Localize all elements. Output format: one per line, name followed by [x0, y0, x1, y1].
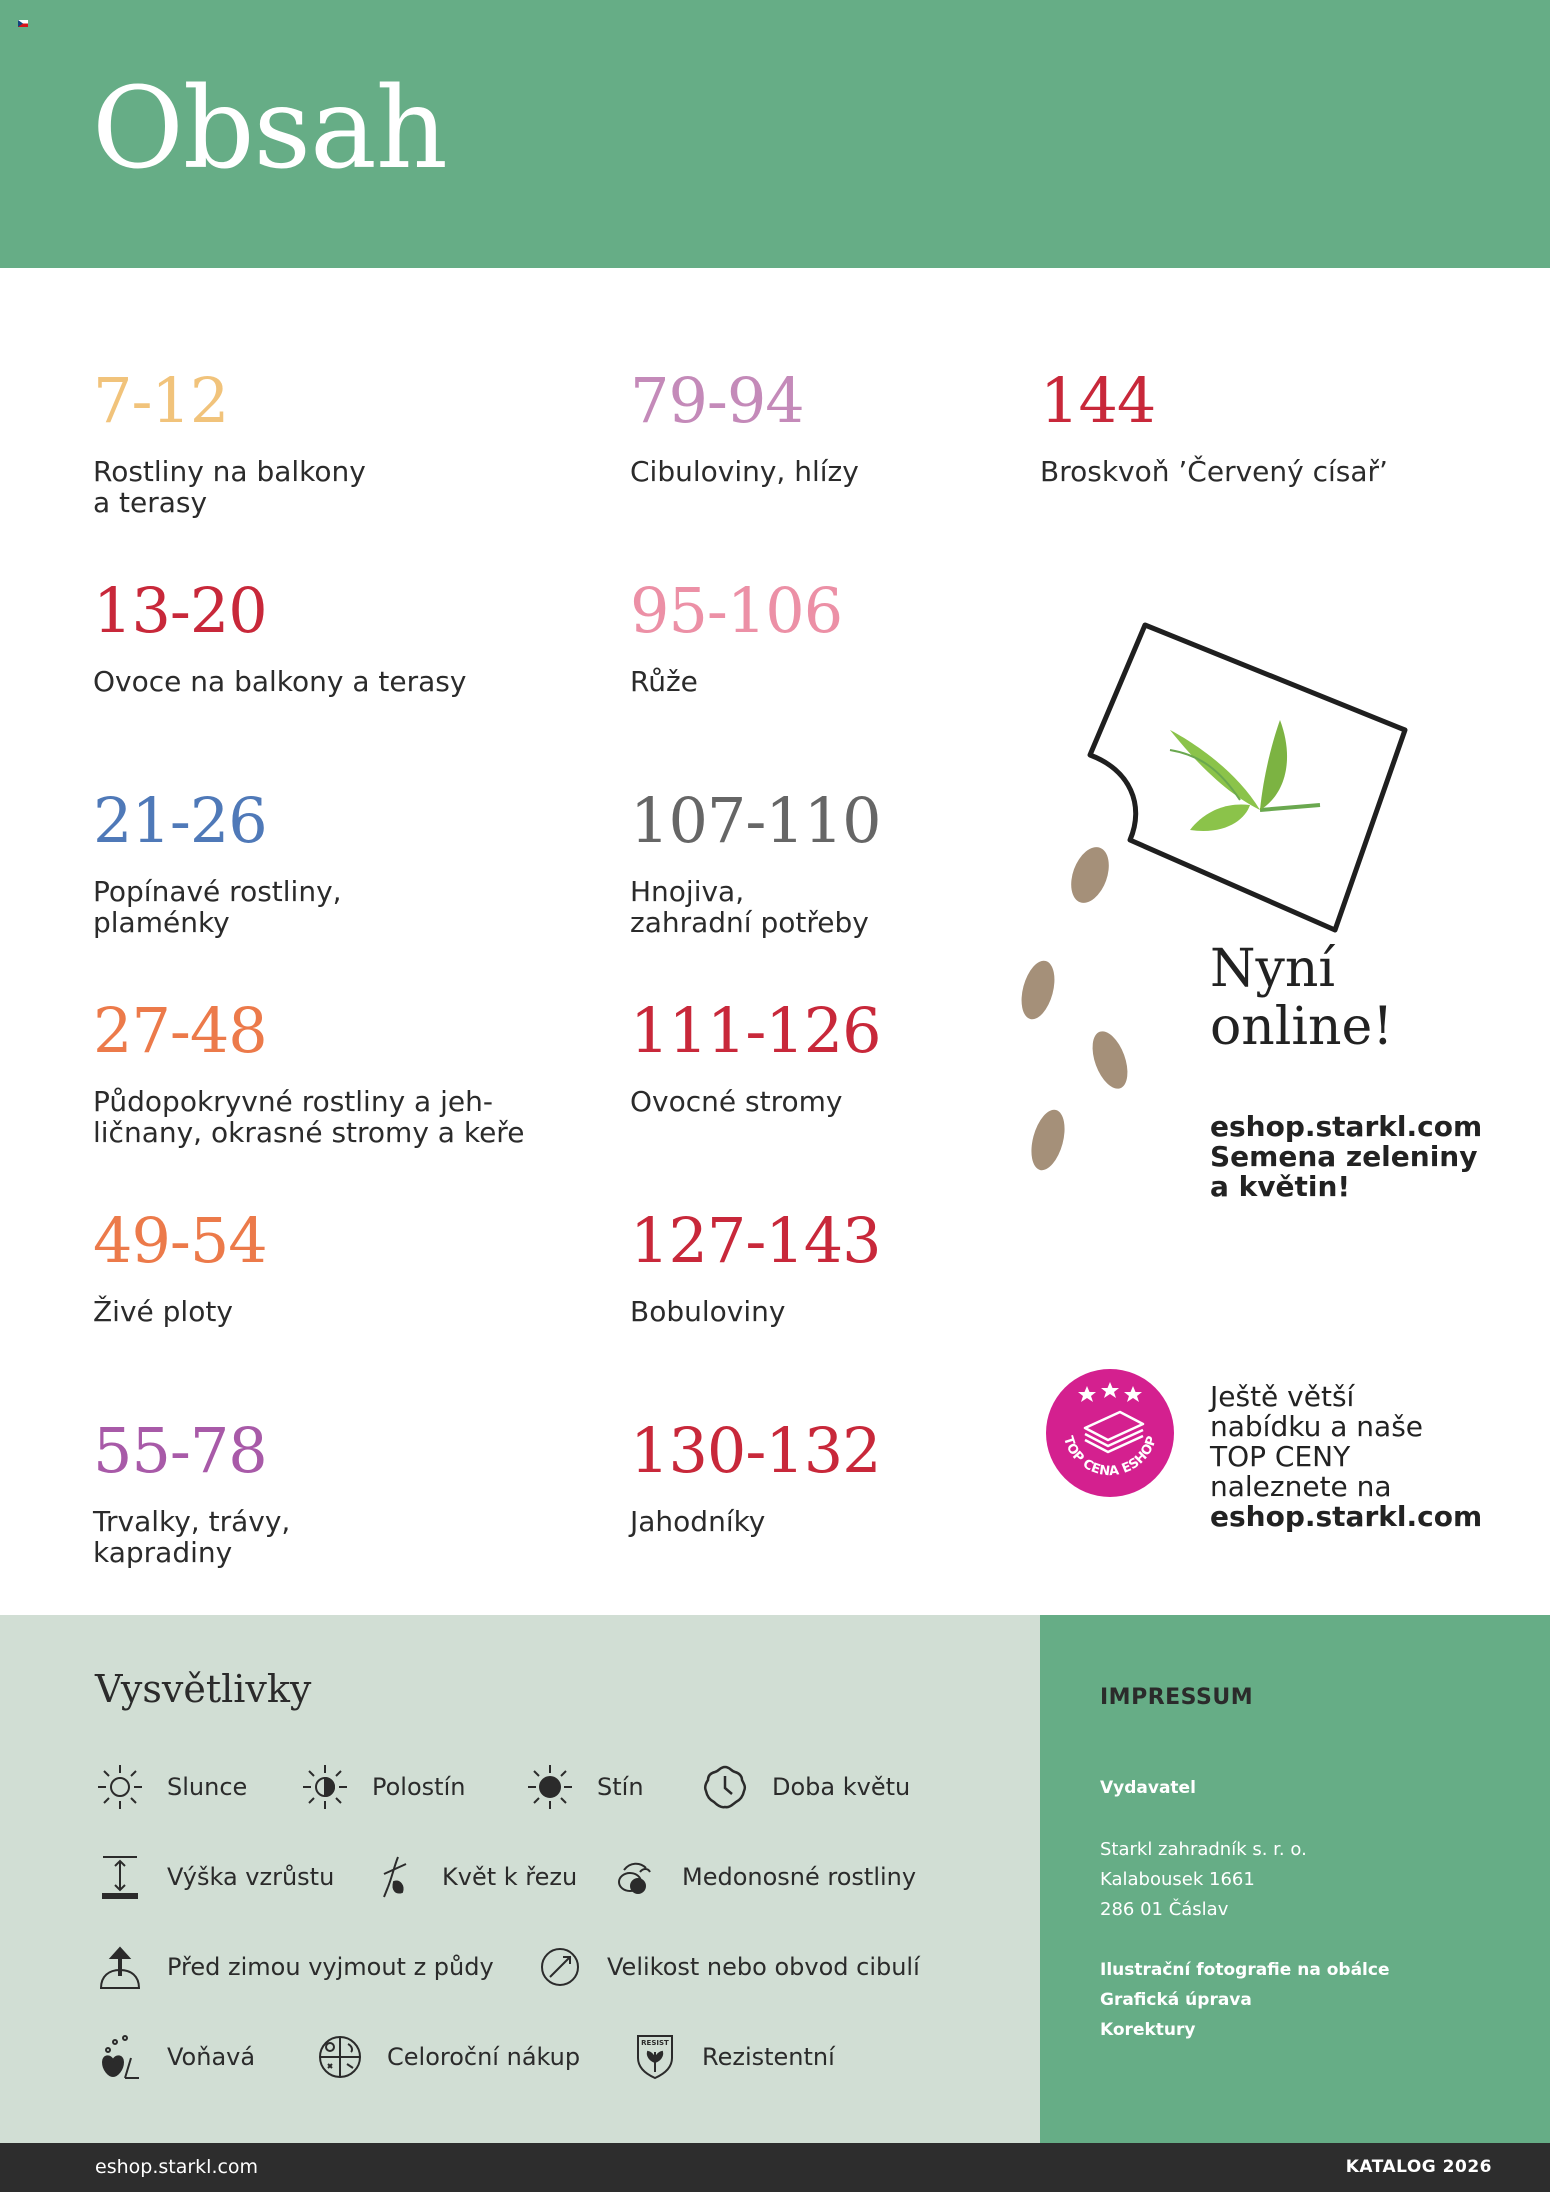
toc-label: Rostliny na balkony a terasy	[93, 455, 366, 519]
toc-page-range: 13-20	[93, 574, 267, 647]
legend-label: Voňavá	[167, 2043, 256, 2071]
sun-icon	[95, 1762, 145, 1812]
credit-line: Grafická úprava	[1100, 1990, 1252, 2010]
bulb-size-icon	[535, 1942, 585, 1992]
legend-label: Polostín	[372, 1773, 466, 1801]
toc-item[interactable]	[93, 994, 525, 1149]
toc-label: Jahodníky	[630, 1505, 766, 1538]
address-line: Kalabousek 1661	[1100, 1869, 1255, 1890]
legend-item	[700, 1762, 910, 1812]
toc-label: Půdopokryvné rostliny a jeh- ličnany, okrasné stromy a keře	[93, 1085, 525, 1149]
legend-item	[535, 1942, 920, 1992]
legend-item	[370, 1852, 577, 1902]
toc-label: Bobuloviny	[630, 1295, 786, 1328]
footer-link[interactable]: eshop.starkl.com	[95, 2156, 259, 2178]
legend-item	[95, 2032, 255, 2082]
legend-panel	[0, 1615, 1040, 2143]
toc-page-range: 144	[1040, 364, 1156, 437]
toc-item[interactable]	[1040, 364, 1388, 488]
page-title: Obsah	[92, 64, 447, 194]
legend-label: Doba květu	[772, 1773, 911, 1801]
credit-line: Korektury	[1100, 2020, 1196, 2040]
toc-label: Broskvoň ’Červený císař’	[1040, 455, 1388, 488]
seed-packet-illustration	[1010, 610, 1430, 1190]
resist-text: RESIST	[641, 2039, 669, 2047]
credit-line: Ilustrační fotografie na obálce	[1100, 1960, 1390, 1980]
honey-plant-icon	[610, 1852, 660, 1902]
badge-info-text	[1210, 1382, 1510, 1532]
height-icon	[95, 1852, 145, 1902]
legend-label: Rezistentní	[702, 2043, 835, 2071]
toc-page-range: 49-54	[93, 1204, 267, 1277]
toc-item[interactable]	[93, 364, 366, 519]
flag-icon	[18, 20, 28, 27]
year-round-icon	[315, 2032, 365, 2082]
toc-page-range: 130-132	[630, 1414, 881, 1487]
legend-item	[630, 2032, 835, 2082]
legend-label: Medonosné rostliny	[682, 1863, 917, 1891]
legend-title: Vysvětlivky	[95, 1667, 312, 1711]
resistant-icon	[630, 2032, 680, 2082]
address-line: Starkl zahradník s. r. o.	[1100, 1839, 1307, 1860]
eshop-link[interactable]: eshop.starkl.com	[1210, 1500, 1483, 1533]
toc-item[interactable]	[630, 1204, 881, 1328]
catalog-label: KATALOG 2026	[1345, 2157, 1492, 2177]
toc-item[interactable]	[93, 1204, 267, 1328]
top-cena-badge	[1045, 1368, 1175, 1498]
publisher-address	[1100, 1835, 1307, 1925]
toc-label: Popínavé rostliny, plaménky	[93, 875, 342, 939]
badge-line: nabídku a naše	[1210, 1410, 1424, 1443]
badge-line: TOP CENY	[1210, 1440, 1351, 1473]
toc-item[interactable]	[630, 574, 843, 698]
legend-label: Slunce	[167, 1773, 248, 1801]
legend-label: Celoroční nákup	[387, 2043, 581, 2071]
online-text[interactable]: eshop.starkl.com Semena zeleniny a květin!	[1210, 1110, 1483, 1203]
toc-page-range: 55-78	[93, 1414, 267, 1487]
toc-page-range: 95-106	[630, 574, 843, 647]
badge-line: Ještě větší	[1210, 1380, 1355, 1413]
toc-label: Živé ploty	[93, 1295, 233, 1328]
toc-item[interactable]	[630, 1414, 881, 1538]
toc-page-range: 111-126	[630, 994, 881, 1067]
toc-label: Cibuloviny, hlízy	[630, 455, 859, 488]
legend-item	[95, 1762, 247, 1812]
seed-icon	[1016, 957, 1061, 1023]
seed-icon	[1086, 1027, 1135, 1094]
legend-item	[95, 1852, 334, 1902]
toc-item[interactable]	[93, 1414, 291, 1569]
toc-item[interactable]	[93, 784, 342, 939]
toc-page-range: 107-110	[630, 784, 881, 857]
address-line: 286 01 Čáslav	[1100, 1899, 1229, 1920]
impressum-title: IMPRESSUM	[1100, 1685, 1254, 1710]
toc-label: Trvalky, trávy, kapradiny	[93, 1505, 291, 1569]
legend-label: Před zimou vyjmout z půdy	[167, 1953, 494, 1981]
toc-page-range: 21-26	[93, 784, 267, 857]
publisher-label: Vydavatel	[1100, 1778, 1196, 1798]
toc-item[interactable]	[630, 784, 881, 939]
seed-icon	[1025, 1106, 1070, 1174]
badge-text: TOP CENA ESHOP	[1060, 1434, 1161, 1480]
toc-label: Ovoce na balkony a terasy	[93, 665, 467, 698]
bloom-time-icon	[700, 1762, 750, 1812]
cut-flower-icon	[370, 1852, 420, 1902]
toc-page-range: 79-94	[630, 364, 804, 437]
online-title: Nyní online!	[1210, 939, 1394, 1057]
shade-icon	[525, 1762, 575, 1812]
toc-label: Růže	[630, 665, 698, 698]
legend-item	[300, 1762, 465, 1812]
legend-label: Stín	[597, 1773, 644, 1801]
credits	[1100, 1955, 1389, 2045]
toc-page-range: 27-48	[93, 994, 267, 1067]
fragrant-icon	[95, 2032, 145, 2082]
impressum-panel	[1040, 1615, 1550, 2143]
header-banner	[0, 0, 1550, 268]
legend-item	[315, 2032, 580, 2082]
toc-item[interactable]	[630, 994, 881, 1118]
seed-icon	[1064, 842, 1116, 908]
toc-label: Ovocné stromy	[630, 1085, 843, 1118]
legend-label: Výška vzrůstu	[167, 1863, 335, 1891]
legend-item	[525, 1762, 644, 1812]
footer-bar	[0, 2143, 1550, 2192]
toc-label: Hnojiva, zahradní potřeby	[630, 875, 869, 939]
legend-label: Velikost nebo obvod cibulí	[607, 1953, 920, 1981]
legend-item	[95, 1942, 494, 1992]
legend-item	[610, 1852, 916, 1902]
toc-item[interactable]	[93, 574, 467, 698]
badge-line: naleznete na	[1210, 1470, 1392, 1503]
legend-label: Květ k řezu	[442, 1863, 578, 1891]
half-shade-icon	[300, 1762, 350, 1812]
dig-out-icon	[95, 1942, 145, 1992]
toc-page-range: 7-12	[93, 364, 229, 437]
toc-item[interactable]	[630, 364, 859, 488]
toc-page-range: 127-143	[630, 1204, 881, 1277]
